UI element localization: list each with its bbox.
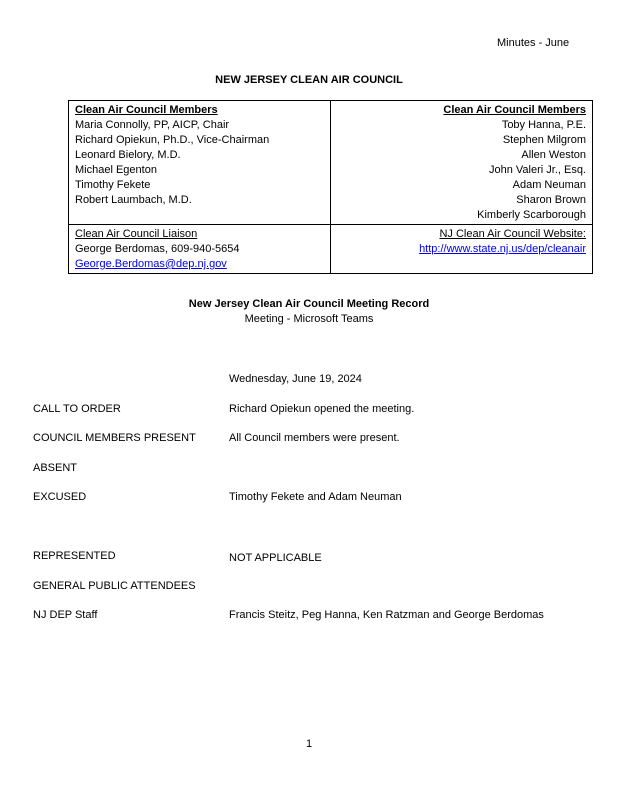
call-to-order-value: Richard Opiekun opened the meeting. bbox=[229, 403, 415, 415]
liaison-name: George Berdomas, 609-940-5654 bbox=[75, 243, 240, 255]
excused-value: Timothy Fekete and Adam Neuman bbox=[229, 491, 402, 503]
right-members-cell bbox=[331, 101, 593, 225]
website-link[interactable]: http://www.state.nj.us/dep/cleanair bbox=[419, 243, 586, 255]
liaison-cell bbox=[69, 225, 331, 274]
member-name: Toby Hanna, P.E. bbox=[501, 119, 586, 131]
represented-label: REPRESENTED bbox=[33, 550, 116, 562]
dep-staff-label: NJ DEP Staff bbox=[33, 609, 98, 621]
member-name: John Valeri Jr., Esq. bbox=[488, 164, 586, 176]
member-name: Timothy Fekete bbox=[75, 179, 151, 191]
member-name: Robert Laumbach, M.D. bbox=[75, 194, 192, 206]
member-name: Sharon Brown bbox=[516, 194, 586, 206]
record-subtitle: Meeting - Microsoft Teams bbox=[244, 313, 374, 325]
page-number: 1 bbox=[305, 738, 313, 750]
website-label: NJ Clean Air Council Website: bbox=[439, 228, 586, 240]
contact-row bbox=[69, 225, 593, 274]
header-doc-label: Minutes - June bbox=[497, 37, 570, 49]
liaison-label: Clean Air Council Liaison bbox=[75, 228, 198, 240]
absent-label: ABSENT bbox=[33, 462, 78, 474]
left-members-cell bbox=[69, 101, 331, 225]
public-attendees-label: GENERAL PUBLIC ATTENDEES bbox=[33, 580, 196, 592]
member-name: Allen Weston bbox=[521, 149, 586, 161]
member-name: Richard Opiekun, Ph.D., Vice-Chairman bbox=[75, 134, 270, 146]
dep-staff-value: Francis Steitz, Peg Hanna, Ken Ratzman and George Berdomas bbox=[229, 609, 544, 621]
council-title: NEW JERSEY CLEAN AIR COUNCIL bbox=[215, 74, 403, 86]
call-to-order-label: CALL TO ORDER bbox=[33, 403, 121, 415]
member-name: Leonard Bielory, M.D. bbox=[75, 149, 181, 161]
right-members-header: Clean Air Council Members bbox=[443, 104, 586, 116]
left-members-header: Clean Air Council Members bbox=[75, 104, 218, 116]
members-present-label: COUNCIL MEMBERS PRESENT bbox=[33, 432, 196, 444]
record-title: New Jersey Clean Air Council Meeting Record bbox=[188, 298, 430, 310]
meeting-date: Wednesday, June 19, 2024 bbox=[229, 373, 362, 385]
member-name: Maria Connolly, PP, AICP, Chair bbox=[75, 119, 230, 131]
website-cell bbox=[331, 225, 593, 274]
member-name: Stephen Milgrom bbox=[502, 134, 586, 146]
member-name: Kimberly Scarborough bbox=[477, 209, 586, 221]
member-name: Michael Egenton bbox=[75, 164, 157, 176]
excused-label: EXCUSED bbox=[33, 491, 87, 503]
members-row bbox=[69, 101, 593, 225]
liaison-email-link[interactable]: George.Berdomas@dep.nj.gov bbox=[75, 258, 227, 270]
member-name: Adam Neuman bbox=[512, 179, 586, 191]
represented-value: NOT APPLICABLE bbox=[229, 552, 322, 564]
members-table bbox=[68, 100, 593, 274]
members-present-value: All Council members were present. bbox=[229, 432, 400, 444]
